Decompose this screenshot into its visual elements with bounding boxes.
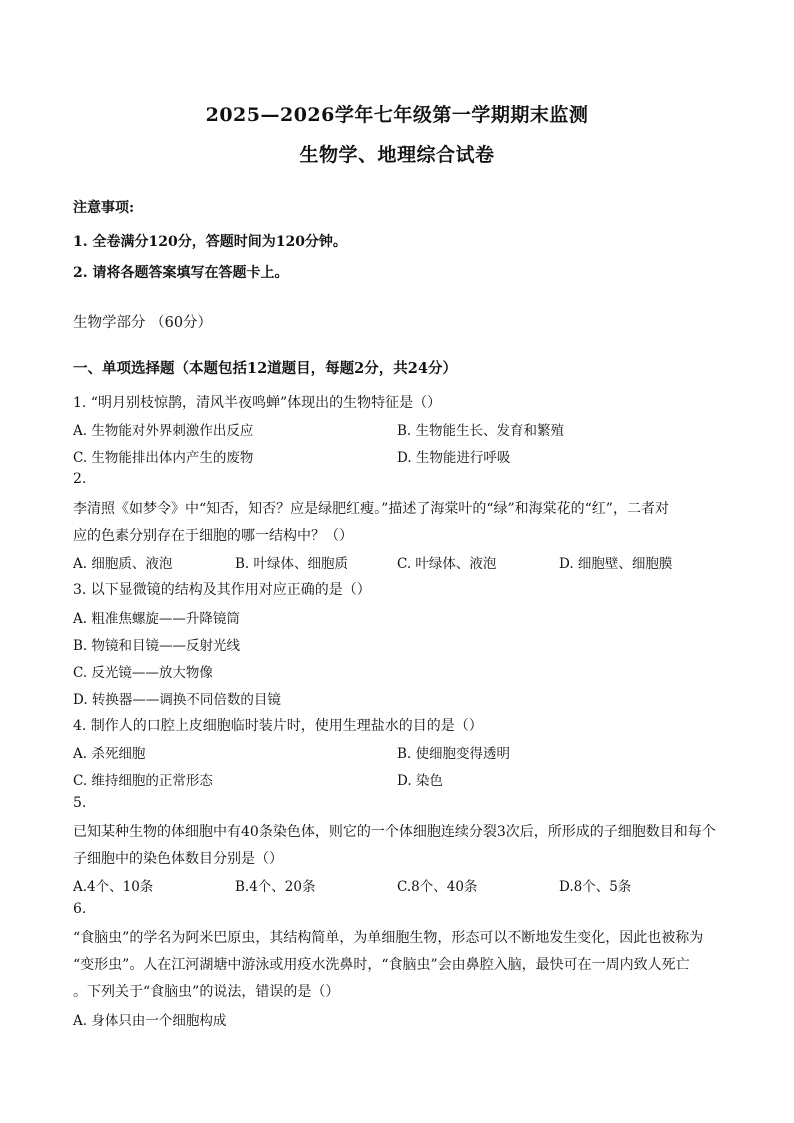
question-3-option-d: D. 转换器——调换不同倍数的目镜: [73, 692, 281, 708]
notice-item-1: 1. 全卷满分120分，答题时间为120分钟。: [73, 234, 347, 250]
question-2-option-b: B. 叶绿体、细胞质: [235, 556, 349, 572]
question-2-number: 2.: [73, 471, 87, 487]
question-5-option-d: D.8个、5条: [559, 879, 632, 895]
question-3-option-b: B. 物镜和目镜——反射光线: [73, 638, 241, 654]
exam-subtitle: 生物学、地理综合试卷: [299, 144, 495, 166]
question-2-option-d: D. 细胞壁、细胞膜: [559, 556, 673, 572]
question-6-stem-line-1: “食脑虫”的学名为阿米巴原虫，其结构简单，为单细胞生物，形态可以不断地发生变化，因此也被称为: [73, 930, 704, 946]
question-1-option-b: B. 生物能生长、发育和繁殖: [397, 423, 565, 439]
question-4-option-a: A. 杀死细胞: [73, 746, 146, 762]
question-5-stem-line-2: 子细胞中的染色体数目分别是（）: [73, 851, 283, 867]
notice-item-2: 2. 请将各题答案填写在答题卡上。: [73, 265, 289, 281]
question-2-option-a: A. 细胞质、液泡: [73, 556, 173, 572]
question-4-option-b: B. 使细胞变得透明: [397, 746, 511, 762]
question-1-option-a: A. 生物能对外界刺激作出反应: [73, 423, 254, 439]
question-4-option-c: C. 维持细胞的正常形态: [73, 773, 213, 789]
exam-title: 2025—2026学年七年级第一学期期末监测: [205, 104, 589, 126]
question-4-stem: 4. 制作人的口腔上皮细胞临时装片时，使用生理盐水的目的是（）: [73, 718, 483, 734]
question-6-stem-line-3: 。下列关于“食脑虫”的说法，错误的是（）: [73, 984, 340, 1000]
question-4-option-d: D. 染色: [397, 773, 443, 789]
question-2-stem-line-1: 李清照《如梦令》中“知否，知否？应是绿肥红瘦。”描述了海棠叶的“绿”和海棠花的“红”，二者对: [73, 501, 669, 517]
section-heading: 一、单项选择题（本题包括12道题目，每题2分，共24分）: [73, 360, 457, 377]
question-5-number: 5.: [73, 795, 87, 811]
question-5-stem-line-1: 已知某种生物的体细胞中有40条染色体，则它的一个体细胞连续分裂3次后，所形成的子细胞数目和每个: [73, 824, 716, 840]
question-1-option-d: D. 生物能进行呼吸: [397, 450, 511, 466]
question-5-option-c: C.8个、40条: [397, 879, 478, 895]
question-2-stem-line-2: 应的色素分别存在于细胞的哪一结构中？（）: [73, 528, 353, 544]
question-3-stem: 3. 以下显微镜的结构及其作用对应正确的是（）: [73, 582, 371, 598]
question-2-option-c: C. 叶绿体、液泡: [397, 556, 497, 572]
question-3-option-a: A. 粗准焦螺旋——升降镜筒: [73, 611, 240, 627]
question-6-option-a: A. 身体只由一个细胞构成: [73, 1013, 227, 1029]
question-3-option-c: C. 反光镜——放大物像: [73, 665, 213, 681]
question-1-stem: 1. “明月别枝惊鹊，清风半夜鸣蝉”体现出的生物特征是（）: [73, 395, 442, 411]
notice-heading: 注意事项:: [73, 200, 135, 216]
part-title: 生物学部分 （60分）: [73, 315, 213, 331]
question-5-option-a: A.4个、10条: [73, 879, 154, 895]
question-6-number: 6.: [73, 901, 87, 917]
question-6-stem-line-2: “变形虫”。人在江河湖塘中游泳或用疫水洗鼻时，“食脑虫”会由鼻腔入脑，最快可在一周内致人死亡: [73, 957, 690, 973]
question-5-option-b: B.4个、20条: [235, 879, 316, 895]
question-1-option-c: C. 生物能排出体内产生的废物: [73, 450, 254, 466]
